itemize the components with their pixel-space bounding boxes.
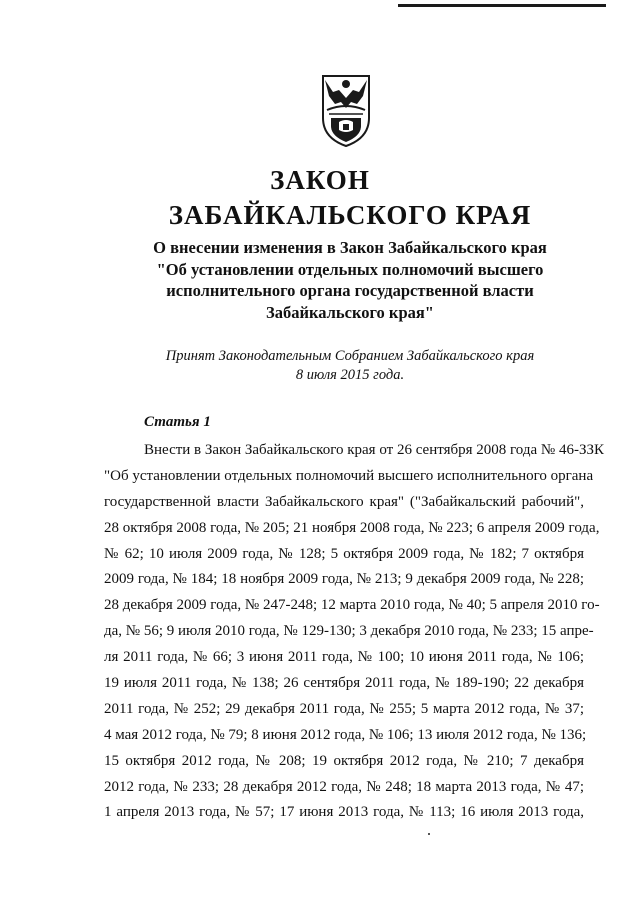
article-line: 28 декабря 2009 года, № 247-248; 12 марта 2010 года, № 40; 5 апреля 2010 го- <box>104 597 600 614</box>
article-line: Внести в Закон Забайкальского края от 26 сентября 2008 года № 46-ЗЗК <box>144 442 604 458</box>
article-line: 2009 года, № 184; 18 ноября 2009 года, № 213; 9 декабря 2009 года, № 228; <box>104 571 584 588</box>
subtitle-line: Забайкальского края" <box>266 302 434 322</box>
scan-speck <box>428 833 430 835</box>
article-line: № 62; 10 июля 2009 года, № 128; 5 октября 2009 года, № 182; 7 октября <box>104 545 584 562</box>
article-line: "Об установлении отдельных полномочий высшего исполнительного органа <box>104 467 594 484</box>
adoption-note <box>0 347 640 385</box>
article-line: государственной власти Забайкальского края" ("Забайкальский рабочий", <box>104 493 584 510</box>
article-line: 28 октября 2008 года, № 205; 21 ноября 2008 года, № 223; 6 апреля 2009 года, <box>104 519 600 536</box>
article-line: 1 апреля 2013 года, № 57; 17 июня 2013 года, № 113; 16 июля 2013 года, <box>104 804 584 821</box>
article-body <box>104 438 604 826</box>
zabaikalsky-krai-coat-of-arms-icon <box>313 70 379 148</box>
top-rule <box>398 4 606 7</box>
article-line: 15 октября 2012 года, № 208; 19 октября 2012 года, № 210; 7 декабря <box>104 752 584 769</box>
article-heading: Статья 1 <box>144 414 211 430</box>
subtitle-line: О внесении изменения в Закон Забайкальского края <box>153 238 547 257</box>
subtitle-line: исполнительного органа государственной власти <box>166 281 534 300</box>
article-line: ля 2011 года, № 66; 3 июня 2011 года, № 100; 10 июня 2011 года, № 106; <box>104 649 584 666</box>
document-subtitle <box>0 237 640 323</box>
article-line: 2011 года, № 252; 29 декабря 2011 года, № 255; 5 марта 2012 года, № 37; <box>104 700 584 717</box>
document-title-line-1: ЗАКОН <box>270 165 370 195</box>
document-title-line-2: ЗАБАЙКАЛЬСКОГО КРАЯ <box>168 200 532 230</box>
article-line: да, № 56; 9 июля 2010 года, № 129-130; 3 декабря 2010 года, № 233; 15 апре- <box>104 623 594 640</box>
article-line: 2012 года, № 233; 28 декабря 2012 года, № 248; 18 марта 2013 года, № 47; <box>104 778 584 795</box>
subtitle-line: "Об установлении отдельных полномочий высшего <box>156 259 544 279</box>
article-line: 4 мая 2012 года, № 79; 8 июня 2012 года, № 106; 13 июля 2012 года, № 136; <box>104 726 587 743</box>
adoption-note-line: Принят Законодательным Собранием Забайкальского края <box>165 348 535 364</box>
adoption-note-line: 8 июля 2015 года. <box>295 367 405 383</box>
article-line: 19 июля 2011 года, № 138; 26 сентября 2011 года, № 189-190; 22 декабря <box>104 675 584 692</box>
